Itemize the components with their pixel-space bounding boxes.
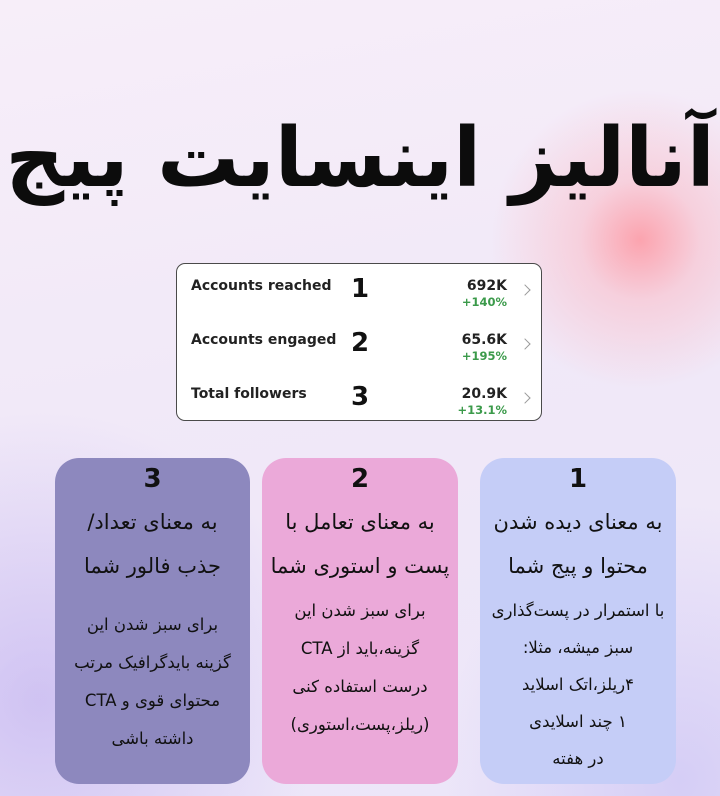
card-body-line: سبز میشه، مثلا: [522, 638, 634, 657]
explanation-card-accounts-reached [480, 458, 676, 784]
card-heading-line: به معنای تعداد/ [87, 510, 218, 534]
stat-change: +13.1% [457, 403, 507, 417]
stat-value: 65.6K [461, 332, 507, 348]
card-heading [270, 500, 450, 588]
card-number: 2 [350, 464, 370, 494]
stat-value: 20.9K [461, 386, 507, 402]
stat-row-accounts-reached[interactable] [177, 268, 541, 312]
explanation-card-accounts-engaged [262, 458, 458, 784]
card-body-line: با استمرار در پست‌گذاری [491, 601, 665, 620]
card-heading-line: محتوا و پیج شما [508, 554, 648, 578]
stat-change: +195% [461, 349, 507, 363]
card-body-line: (ریلز،پست،استوری) [290, 715, 430, 734]
card-heading [488, 500, 668, 588]
explanation-card-total-followers [55, 458, 250, 784]
stat-label: Accounts reached [191, 278, 332, 294]
stat-row-total-followers[interactable] [177, 376, 541, 420]
card-body-line: در هفته [552, 749, 604, 768]
card-heading-line: جذب فالور شما [83, 554, 222, 578]
stat-index-number: 3 [351, 382, 370, 412]
stat-label: Accounts engaged [191, 332, 337, 348]
card-body-line: محتوای قوی و CTA [84, 691, 221, 710]
stat-change: +140% [461, 295, 507, 309]
stat-value: 692K [466, 278, 507, 294]
card-body [488, 592, 668, 777]
stat-label: Total followers [191, 386, 307, 402]
chevron-right-icon [519, 392, 530, 403]
card-number: 1 [568, 464, 588, 494]
card-body-line: گزینه،باید از CTA [300, 639, 420, 658]
card-body-line: برای سبز شدن این [86, 615, 219, 634]
insights-stats-panel [176, 263, 542, 421]
card-number: 3 [143, 464, 162, 494]
stat-index-number: 1 [351, 274, 370, 304]
card-body-line: ۴ریلز،اتک اسلاید [521, 675, 635, 694]
card-heading-line: به معنای دیده شدن [493, 510, 663, 534]
stat-index-number: 2 [351, 328, 370, 358]
card-heading [63, 500, 242, 588]
card-body-line: داشته باشی [111, 729, 194, 748]
chevron-right-icon [519, 338, 530, 349]
chevron-right-icon [519, 284, 530, 295]
stat-row-accounts-engaged[interactable] [177, 322, 541, 366]
card-body-line: گزینه بایدگرافیک مرتب [74, 653, 231, 672]
card-heading-line: پست و استوری شما [270, 554, 450, 578]
card-body [270, 592, 450, 744]
card-body-line: برای سبز شدن این [294, 601, 426, 620]
card-body [63, 606, 242, 758]
card-heading-line: به معنای تعامل با [285, 510, 435, 534]
card-body-line: درست استفاده کنی [292, 677, 428, 696]
page-title: آنالیز اینسایت پیج [5, 111, 715, 206]
card-body-line: ۱ چند اسلایدی [529, 712, 627, 731]
